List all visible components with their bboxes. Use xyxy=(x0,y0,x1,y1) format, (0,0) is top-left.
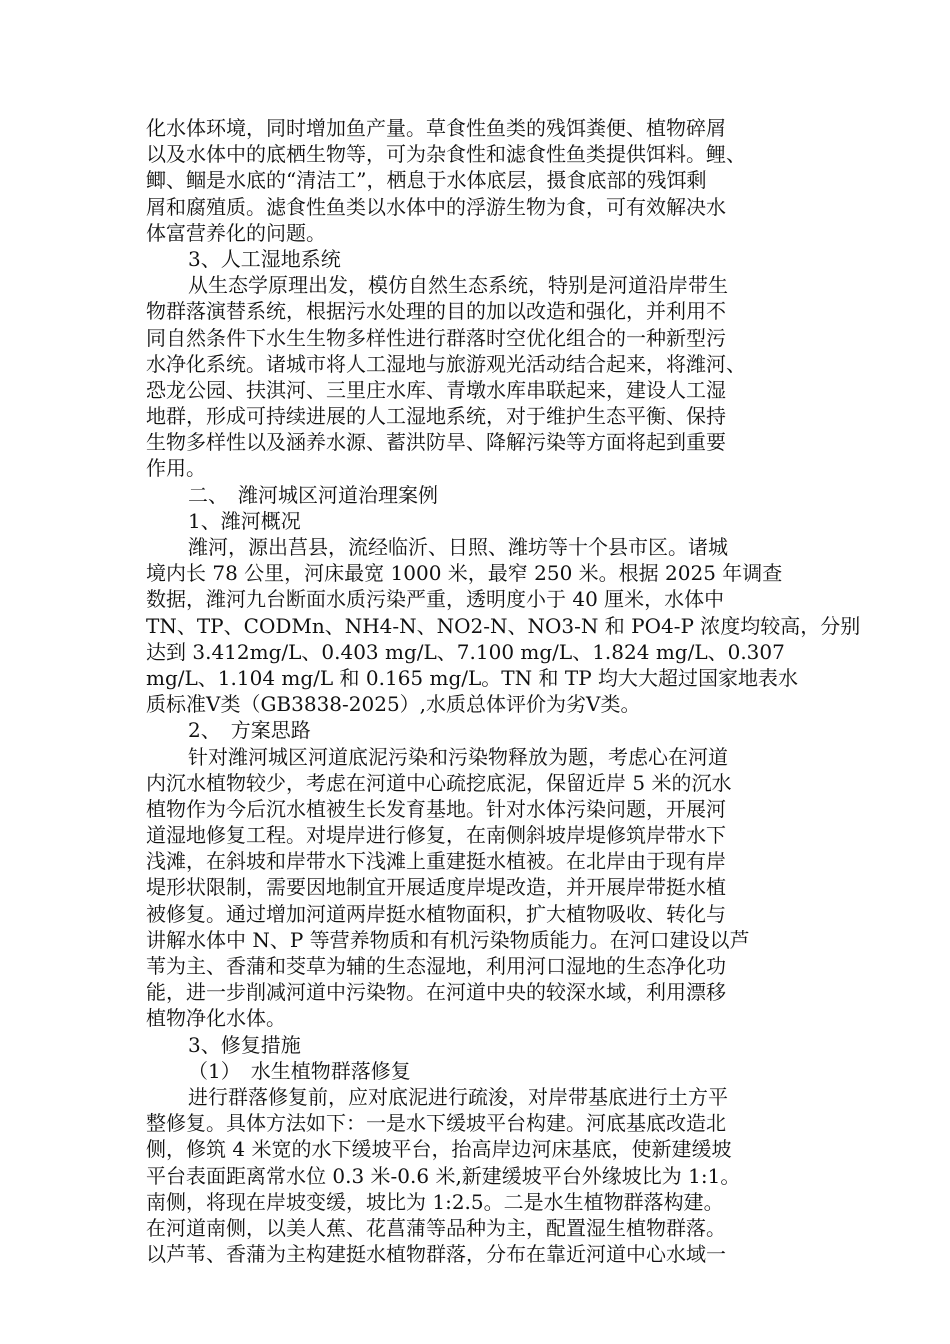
text-line: 针对潍河城区河道底泥污染和污染物释放为题，考虑心在河道 xyxy=(188,744,728,769)
text-line: 数据，潍河九台断面水质污染严重，透明度小于 40 厘米，水体中 xyxy=(146,587,725,612)
text-line: 内沉水植物较少，考虑在河道中心疏挖底泥，保留近岸 5 米的沉水 xyxy=(146,770,732,795)
text-line: 生物多样性以及涵养水源、蓄洪防旱、降解污染等方面将起到重要 xyxy=(146,430,726,455)
text-line: 被修复。通过增加河道两岸挺水植物面积，扩大植物吸收、转化与 xyxy=(146,901,726,926)
text-line: 以芦苇、香蒲为主构建挺水植物群落，分布在靠近河道中心水域一 xyxy=(146,1242,726,1267)
text-line: 3、人工湿地系统 xyxy=(188,246,341,271)
text-line: 境内长 78 公里，河床最宽 1000 米，最窄 250 米。根据 2025 年调查 xyxy=(146,561,783,586)
text-line: 屑和腐殖质。滤食性鱼类以水体中的浮游生物为食，可有效解决水 xyxy=(146,194,726,219)
text-line: 讲解水体中 N、P 等营养物质和有机污染物质能力。在河口建设以芦 xyxy=(146,927,750,952)
document-body xyxy=(146,115,861,1267)
text-line: 侧，修筑 4 米宽的水下缓坡平台，抬高岸边河床基底，使新建缓坡 xyxy=(146,1137,732,1162)
text-line: 在河道南侧，以美人蕉、花菖蒲等品种为主，配置湿生植物群落。 xyxy=(146,1215,726,1240)
text-line: 恐龙公园、扶淇河、三里庄水库、青墩水库串联起来，建设人工湿 xyxy=(146,377,726,402)
text-line: 潍河，源出莒县，流经临沂、日照、潍坊等十个县市区。诸城 xyxy=(188,535,728,559)
text-line: （1） 水生植物群落修复 xyxy=(188,1058,411,1083)
text-line: 鲫、鲴是水底的“清洁工”，栖息于水体底层，摄食底部的残饵剩 xyxy=(146,168,707,193)
text-line: 浅滩，在斜坡和岸带水下浅滩上重建挺水植被。在北岸由于现有岸 xyxy=(146,849,726,874)
text-line: 进行群落修复前，应对底泥进行疏浚，对岸带基底进行土方平 xyxy=(188,1084,728,1109)
text-line: 3、修复措施 xyxy=(188,1032,301,1057)
text-line: 堤形状限制，需要因地制宜开展适度岸堤改造，并开展岸带挺水植 xyxy=(146,875,726,900)
text-line: 作用。 xyxy=(146,456,206,481)
text-line: 平台表面距离常水位 0.3 米-0.6 米,新建缓坡平台外缘坡比为 1:1。 xyxy=(146,1163,741,1188)
text-line: 以及水体中的底栖生物等，可为杂食性和滤食性鱼类提供饵料。鲤、 xyxy=(146,142,746,167)
text-line: 水净化系统。诸城市将人工湿地与旅游观光活动结合起来，将潍河、 xyxy=(146,351,746,376)
text-line: 体富营养化的问题。 xyxy=(146,220,326,245)
text-line: 苇为主、香蒲和茭草为辅的生态湿地，利用河口湿地的生态净化功 xyxy=(146,954,726,978)
text-line: 质标准Ⅴ类（GB3838-2025）,水质总体评价为劣Ⅴ类。 xyxy=(146,692,641,717)
text-line: 植物净化水体。 xyxy=(146,1006,286,1031)
text-line: 整修复。具体方法如下：一是水下缓坡平台构建。河底基底改造北 xyxy=(146,1111,726,1136)
text-line: 同自然条件下水生生物多样性进行群落时空优化组合的一种新型污 xyxy=(146,325,726,350)
text-line: 达到 3.412mg/L、0.403 mg/L、7.100 mg/L、1.824 mg/L、0.307 xyxy=(146,639,785,664)
text-line: mg/L、1.104 mg/L 和 0.165 mg/L。TN 和 TP 均大大超过国家地表水 xyxy=(146,665,799,690)
text-line: 南侧，将现在岸坡变缓，坡比为 1:2.5。二是水生植物群落构建。 xyxy=(146,1189,724,1214)
text-line: 1、潍河概况 xyxy=(188,508,301,533)
text-line: 2、 方案思路 xyxy=(188,718,311,743)
text-line: 物群落演替系统，根据污水处理的目的加以改造和强化，并利用不 xyxy=(146,299,726,324)
text-line: 植物作为今后沉水植被生长发育基地。针对水体污染问题，开展河 xyxy=(146,796,726,821)
text-line: 能，进一步削减河道中污染物。在河道中央的较深水域，利用漂移 xyxy=(146,980,726,1005)
text-line: 道湿地修复工程。对堤岸进行修复，在南侧斜坡岸堤修筑岸带水下 xyxy=(146,823,726,848)
text-line: 地群，形成可持续进展的人工湿地系统，对于维护生态平衡、保持 xyxy=(146,404,726,429)
text-line: 从生态学原理出发，模仿自然生态系统，特别是河道沿岸带生 xyxy=(188,273,728,298)
text-line: 化水体环境，同时增加鱼产量。草食性鱼类的残饵粪便、植物碎屑 xyxy=(146,116,726,140)
text-line: 二、 潍河城区河道治理案例 xyxy=(188,482,438,507)
text-line: TN、TP、CODMn、NH4-N、NO2-N、NO3-N 和 PO4-P 浓度均较高，分别 xyxy=(146,613,861,638)
